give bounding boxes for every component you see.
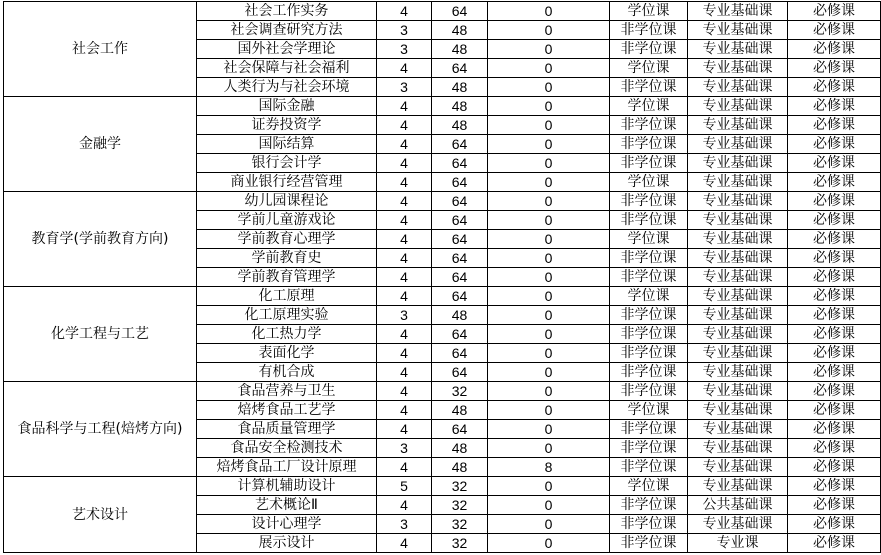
degree-type-cell: 非学位课 xyxy=(610,420,688,439)
lab-hours-cell: 8 xyxy=(488,458,610,477)
degree-type-cell: 非学位课 xyxy=(610,78,688,97)
hours-cell: 64 xyxy=(432,325,488,344)
credits-cell: 4 xyxy=(377,363,432,382)
course-category-cell: 专业基础课 xyxy=(688,97,788,116)
hours-cell: 64 xyxy=(432,59,488,78)
major-cell: 食品科学与工程(焙烤方向) xyxy=(4,382,197,477)
requirement-cell: 必修课 xyxy=(788,382,881,401)
course-name-cell: 食品质量管理学 xyxy=(197,420,377,439)
credits-cell: 3 xyxy=(377,439,432,458)
requirement-cell: 必修课 xyxy=(788,515,881,534)
lab-hours-cell: 0 xyxy=(488,363,610,382)
course-name-cell: 设计心理学 xyxy=(197,515,377,534)
course-category-cell: 专业基础课 xyxy=(688,363,788,382)
course-name-cell: 幼儿园课程论 xyxy=(197,192,377,211)
requirement-cell: 必修课 xyxy=(788,363,881,382)
degree-type-cell: 学位课 xyxy=(610,401,688,420)
hours-cell: 32 xyxy=(432,534,488,553)
course-name-cell: 食品营养与卫生 xyxy=(197,382,377,401)
requirement-cell: 必修课 xyxy=(788,458,881,477)
lab-hours-cell: 0 xyxy=(488,439,610,458)
table-row xyxy=(4,97,881,116)
hours-cell: 64 xyxy=(432,420,488,439)
course-name-cell: 艺术概论Ⅱ xyxy=(197,496,377,515)
course-category-cell: 专业基础课 xyxy=(688,268,788,287)
requirement-cell: 必修课 xyxy=(788,97,881,116)
course-category-cell: 专业基础课 xyxy=(688,192,788,211)
hours-cell: 48 xyxy=(432,78,488,97)
credits-cell: 4 xyxy=(377,344,432,363)
degree-type-cell: 非学位课 xyxy=(610,439,688,458)
credits-cell: 3 xyxy=(377,40,432,59)
credits-cell: 4 xyxy=(377,2,432,21)
hours-cell: 32 xyxy=(432,496,488,515)
course-name-cell: 国际金融 xyxy=(197,97,377,116)
table-row xyxy=(4,382,881,401)
degree-type-cell: 非学位课 xyxy=(610,496,688,515)
lab-hours-cell: 0 xyxy=(488,477,610,496)
course-category-cell: 专业基础课 xyxy=(688,249,788,268)
lab-hours-cell: 0 xyxy=(488,420,610,439)
credits-cell: 4 xyxy=(377,420,432,439)
degree-type-cell: 非学位课 xyxy=(610,306,688,325)
course-name-cell: 人类行为与社会环境 xyxy=(197,78,377,97)
course-name-cell: 商业银行经营管理 xyxy=(197,173,377,192)
credits-cell: 4 xyxy=(377,116,432,135)
degree-type-cell: 非学位课 xyxy=(610,21,688,40)
course-category-cell: 专业基础课 xyxy=(688,420,788,439)
requirement-cell: 必修课 xyxy=(788,534,881,553)
course-name-cell: 银行会计学 xyxy=(197,154,377,173)
lab-hours-cell: 0 xyxy=(488,382,610,401)
course-name-cell: 证券投资学 xyxy=(197,116,377,135)
credits-cell: 4 xyxy=(377,382,432,401)
degree-type-cell: 非学位课 xyxy=(610,40,688,59)
course-category-cell: 专业基础课 xyxy=(688,401,788,420)
lab-hours-cell: 0 xyxy=(488,173,610,192)
course-category-cell: 专业基础课 xyxy=(688,154,788,173)
lab-hours-cell: 0 xyxy=(488,306,610,325)
major-cell: 化学工程与工艺 xyxy=(4,287,197,382)
degree-type-cell: 非学位课 xyxy=(610,268,688,287)
course-category-cell: 专业基础课 xyxy=(688,382,788,401)
course-category-cell: 专业基础课 xyxy=(688,59,788,78)
requirement-cell: 必修课 xyxy=(788,192,881,211)
course-category-cell: 专业基础课 xyxy=(688,439,788,458)
course-category-cell: 专业基础课 xyxy=(688,306,788,325)
degree-type-cell: 非学位课 xyxy=(610,135,688,154)
credits-cell: 4 xyxy=(377,249,432,268)
degree-type-cell: 学位课 xyxy=(610,230,688,249)
table-row xyxy=(4,2,881,21)
course-name-cell: 化工原理实验 xyxy=(197,306,377,325)
course-name-cell: 焙烤食品工厂设计原理 xyxy=(197,458,377,477)
course-category-cell: 专业基础课 xyxy=(688,344,788,363)
requirement-cell: 必修课 xyxy=(788,230,881,249)
course-category-cell: 专业基础课 xyxy=(688,21,788,40)
hours-cell: 32 xyxy=(432,477,488,496)
course-category-cell: 专业基础课 xyxy=(688,287,788,306)
course-name-cell: 展示设计 xyxy=(197,534,377,553)
major-cell: 金融学 xyxy=(4,97,197,192)
course-category-cell: 专业课 xyxy=(688,534,788,553)
degree-type-cell: 非学位课 xyxy=(610,458,688,477)
course-name-cell: 学前儿童游戏论 xyxy=(197,211,377,230)
credits-cell: 4 xyxy=(377,59,432,78)
major-cell: 艺术设计 xyxy=(4,477,197,553)
hours-cell: 64 xyxy=(432,230,488,249)
degree-type-cell: 非学位课 xyxy=(610,154,688,173)
course-category-cell: 专业基础课 xyxy=(688,230,788,249)
hours-cell: 32 xyxy=(432,515,488,534)
hours-cell: 32 xyxy=(432,382,488,401)
credits-cell: 4 xyxy=(377,154,432,173)
course-name-cell: 计算机辅助设计 xyxy=(197,477,377,496)
course-category-cell: 专业基础课 xyxy=(688,211,788,230)
course-name-cell: 化工原理 xyxy=(197,287,377,306)
course-name-cell: 学前教育史 xyxy=(197,249,377,268)
credits-cell: 4 xyxy=(377,287,432,306)
requirement-cell: 必修课 xyxy=(788,401,881,420)
course-name-cell: 食品安全检测技术 xyxy=(197,439,377,458)
requirement-cell: 必修课 xyxy=(788,2,881,21)
degree-type-cell: 学位课 xyxy=(610,2,688,21)
credits-cell: 4 xyxy=(377,230,432,249)
hours-cell: 48 xyxy=(432,21,488,40)
course-name-cell: 学前教育管理学 xyxy=(197,268,377,287)
hours-cell: 64 xyxy=(432,287,488,306)
credits-cell: 4 xyxy=(377,325,432,344)
hours-cell: 64 xyxy=(432,173,488,192)
hours-cell: 48 xyxy=(432,116,488,135)
lab-hours-cell: 0 xyxy=(488,401,610,420)
lab-hours-cell: 0 xyxy=(488,40,610,59)
hours-cell: 64 xyxy=(432,192,488,211)
requirement-cell: 必修课 xyxy=(788,40,881,59)
lab-hours-cell: 0 xyxy=(488,21,610,40)
lab-hours-cell: 0 xyxy=(488,230,610,249)
credits-cell: 4 xyxy=(377,173,432,192)
course-category-cell: 专业基础课 xyxy=(688,458,788,477)
requirement-cell: 必修课 xyxy=(788,325,881,344)
requirement-cell: 必修课 xyxy=(788,59,881,78)
degree-type-cell: 非学位课 xyxy=(610,534,688,553)
degree-type-cell: 学位课 xyxy=(610,173,688,192)
degree-type-cell: 非学位课 xyxy=(610,515,688,534)
course-category-cell: 专业基础课 xyxy=(688,477,788,496)
credits-cell: 4 xyxy=(377,496,432,515)
lab-hours-cell: 0 xyxy=(488,154,610,173)
degree-type-cell: 非学位课 xyxy=(610,363,688,382)
lab-hours-cell: 0 xyxy=(488,496,610,515)
course-category-cell: 专业基础课 xyxy=(688,2,788,21)
lab-hours-cell: 0 xyxy=(488,192,610,211)
lab-hours-cell: 0 xyxy=(488,59,610,78)
hours-cell: 64 xyxy=(432,211,488,230)
credits-cell: 4 xyxy=(377,458,432,477)
requirement-cell: 必修课 xyxy=(788,439,881,458)
credits-cell: 4 xyxy=(377,192,432,211)
course-table xyxy=(3,1,881,553)
table-row xyxy=(4,477,881,496)
course-category-cell: 专业基础课 xyxy=(688,515,788,534)
credits-cell: 4 xyxy=(377,97,432,116)
credits-cell: 4 xyxy=(377,534,432,553)
requirement-cell: 必修课 xyxy=(788,420,881,439)
hours-cell: 48 xyxy=(432,97,488,116)
lab-hours-cell: 0 xyxy=(488,249,610,268)
degree-type-cell: 学位课 xyxy=(610,97,688,116)
degree-type-cell: 学位课 xyxy=(610,287,688,306)
credits-cell: 4 xyxy=(377,135,432,154)
course-name-cell: 学前教育心理学 xyxy=(197,230,377,249)
course-category-cell: 专业基础课 xyxy=(688,135,788,154)
course-name-cell: 国际结算 xyxy=(197,135,377,154)
credits-cell: 3 xyxy=(377,306,432,325)
table-row xyxy=(4,192,881,211)
requirement-cell: 必修课 xyxy=(788,287,881,306)
course-name-cell: 焙烤食品工艺学 xyxy=(197,401,377,420)
degree-type-cell: 学位课 xyxy=(610,59,688,78)
requirement-cell: 必修课 xyxy=(788,173,881,192)
requirement-cell: 必修课 xyxy=(788,78,881,97)
degree-type-cell: 非学位课 xyxy=(610,344,688,363)
course-name-cell: 社会工作实务 xyxy=(197,2,377,21)
hours-cell: 64 xyxy=(432,154,488,173)
hours-cell: 64 xyxy=(432,135,488,154)
lab-hours-cell: 0 xyxy=(488,534,610,553)
course-category-cell: 专业基础课 xyxy=(688,325,788,344)
degree-type-cell: 非学位课 xyxy=(610,249,688,268)
requirement-cell: 必修课 xyxy=(788,268,881,287)
hours-cell: 48 xyxy=(432,40,488,59)
hours-cell: 48 xyxy=(432,306,488,325)
lab-hours-cell: 0 xyxy=(488,211,610,230)
hours-cell: 64 xyxy=(432,344,488,363)
hours-cell: 64 xyxy=(432,363,488,382)
credits-cell: 4 xyxy=(377,211,432,230)
hours-cell: 48 xyxy=(432,439,488,458)
lab-hours-cell: 0 xyxy=(488,287,610,306)
lab-hours-cell: 0 xyxy=(488,97,610,116)
requirement-cell: 必修课 xyxy=(788,135,881,154)
credits-cell: 3 xyxy=(377,21,432,40)
hours-cell: 64 xyxy=(432,268,488,287)
course-name-cell: 社会调查研究方法 xyxy=(197,21,377,40)
lab-hours-cell: 0 xyxy=(488,325,610,344)
requirement-cell: 必修课 xyxy=(788,116,881,135)
hours-cell: 64 xyxy=(432,249,488,268)
degree-type-cell: 非学位课 xyxy=(610,116,688,135)
major-cell: 教育学(学前教育方向) xyxy=(4,192,197,287)
hours-cell: 64 xyxy=(432,2,488,21)
requirement-cell: 必修课 xyxy=(788,154,881,173)
lab-hours-cell: 0 xyxy=(488,515,610,534)
degree-type-cell: 非学位课 xyxy=(610,192,688,211)
requirement-cell: 必修课 xyxy=(788,344,881,363)
hours-cell: 48 xyxy=(432,401,488,420)
major-cell: 社会工作 xyxy=(4,2,197,97)
degree-type-cell: 学位课 xyxy=(610,477,688,496)
lab-hours-cell: 0 xyxy=(488,116,610,135)
lab-hours-cell: 0 xyxy=(488,344,610,363)
requirement-cell: 必修课 xyxy=(788,211,881,230)
course-name-cell: 表面化学 xyxy=(197,344,377,363)
requirement-cell: 必修课 xyxy=(788,21,881,40)
course-table-body xyxy=(4,2,881,553)
degree-type-cell: 非学位课 xyxy=(610,382,688,401)
credits-cell: 5 xyxy=(377,477,432,496)
lab-hours-cell: 0 xyxy=(488,78,610,97)
lab-hours-cell: 0 xyxy=(488,135,610,154)
degree-type-cell: 非学位课 xyxy=(610,211,688,230)
course-name-cell: 有机合成 xyxy=(197,363,377,382)
lab-hours-cell: 0 xyxy=(488,2,610,21)
course-category-cell: 专业基础课 xyxy=(688,78,788,97)
requirement-cell: 必修课 xyxy=(788,306,881,325)
course-category-cell: 专业基础课 xyxy=(688,173,788,192)
lab-hours-cell: 0 xyxy=(488,268,610,287)
course-name-cell: 化工热力学 xyxy=(197,325,377,344)
credits-cell: 4 xyxy=(377,401,432,420)
degree-type-cell: 非学位课 xyxy=(610,325,688,344)
course-category-cell: 专业基础课 xyxy=(688,116,788,135)
course-name-cell: 国外社会学理论 xyxy=(197,40,377,59)
requirement-cell: 必修课 xyxy=(788,477,881,496)
course-name-cell: 社会保障与社会福利 xyxy=(197,59,377,78)
course-category-cell: 公共基础课 xyxy=(688,496,788,515)
credits-cell: 3 xyxy=(377,515,432,534)
course-category-cell: 专业基础课 xyxy=(688,40,788,59)
table-row xyxy=(4,287,881,306)
credits-cell: 3 xyxy=(377,78,432,97)
hours-cell: 48 xyxy=(432,458,488,477)
requirement-cell: 必修课 xyxy=(788,249,881,268)
requirement-cell: 必修课 xyxy=(788,496,881,515)
credits-cell: 4 xyxy=(377,268,432,287)
